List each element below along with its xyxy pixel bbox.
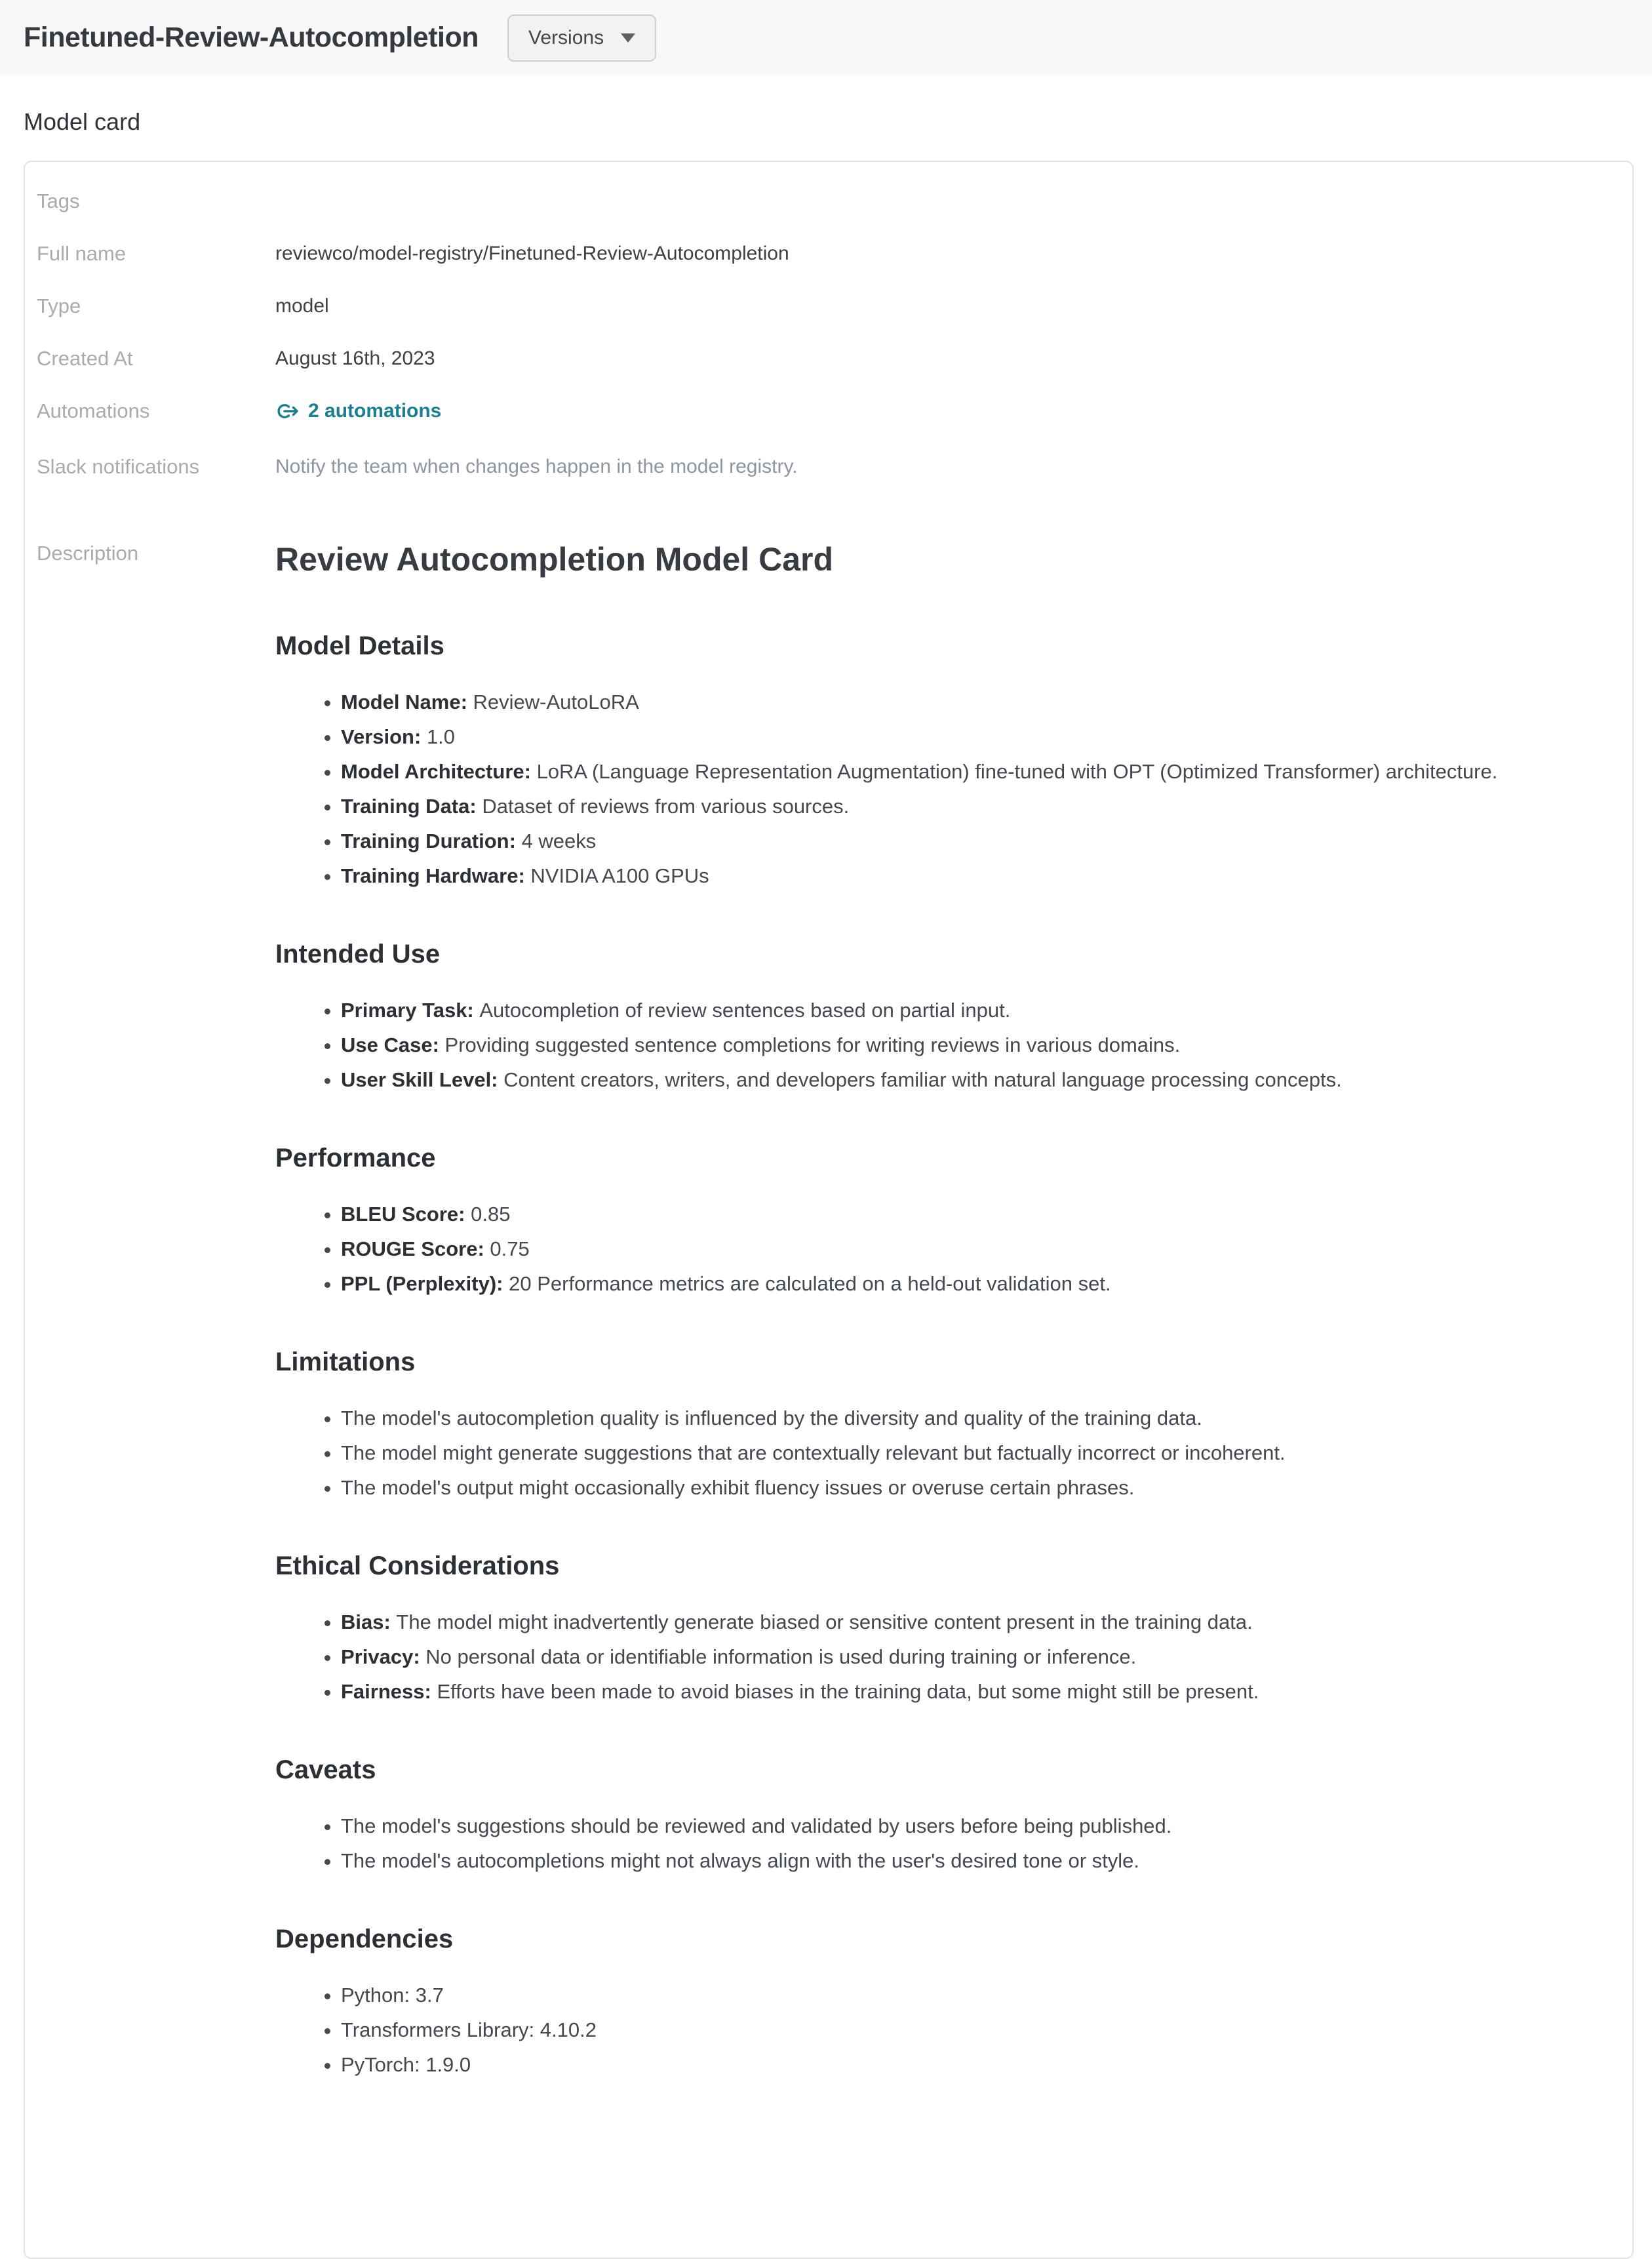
bullet-term: Version: <box>341 725 427 748</box>
automations-label: Automations <box>37 399 150 422</box>
bullet-item: • User Skill Level: Content creators, writers, and developers familiar with natural language processing concepts. <box>341 1069 1600 1090</box>
section-heading: Caveats <box>275 1755 376 1784</box>
bullet-term: Use Case: <box>341 1033 445 1056</box>
bullet-item: • Fairness: Efforts have been made to avoid biases in the training data, but some might still be present. <box>341 1681 1600 1702</box>
bullet-item: • Model Architecture: LoRA (Language Representation Augmentation) fine-tuned with OPT (Optimized Transformer) architecture. <box>341 761 1600 782</box>
bullet-item: • BLEU Score: 0.85 <box>341 1203 1600 1225</box>
type-value: model <box>275 295 329 317</box>
page-title: Finetuned-Review-Autocompletion <box>24 22 479 53</box>
bullet-term: PPL (Perplexity): <box>341 1272 509 1295</box>
created-at-value: August 16th, 2023 <box>275 348 435 369</box>
automation-arrow-icon <box>275 402 299 420</box>
bullet-list <box>275 1984 1600 2075</box>
bullet-item: • Training Data: Dataset of reviews from various sources. <box>341 795 1600 817</box>
bullet-term: Primary Task: <box>341 999 480 1022</box>
bullet-term: Training Data: <box>341 795 482 818</box>
bullet-term: Model Architecture: <box>341 760 537 783</box>
field-row-automations <box>37 385 1617 441</box>
bullet-item: • Privacy: No personal data or identifiable information is used during training or inference. <box>341 1646 1600 1668</box>
full-name-value: reviewco/model-registry/Finetuned-Review-Autocompletion <box>275 243 789 264</box>
bullet-term: Training Duration: <box>341 830 522 852</box>
bullet-item: • Use Case: Providing suggested sentence completions for writing reviews in various domains. <box>341 1034 1600 1056</box>
bullet-item: • Transformers Library: 4.10.2 <box>341 2019 1600 2041</box>
slack-notifications-label: Slack notifications <box>37 455 200 478</box>
field-row-created-at <box>37 332 1617 385</box>
section-heading: Intended Use <box>275 940 441 969</box>
bullet-list <box>275 1611 1600 1702</box>
bullet-item: • Model Name: Review-AutoLoRA <box>341 691 1600 713</box>
full-name-label: Full name <box>37 242 127 265</box>
field-row-tags <box>37 175 1617 228</box>
bullet-list <box>275 1815 1600 1871</box>
bullet-item: • ROUGE Score: 0.75 <box>341 1238 1600 1260</box>
bullet-item: • Version: 1.0 <box>341 726 1600 748</box>
bullet-term: Training Hardware: <box>341 864 531 887</box>
field-row-full-name <box>37 228 1617 280</box>
top-header-bar <box>0 0 1652 75</box>
model-card-section-label: Model card <box>24 108 141 135</box>
markdown-body <box>275 540 1600 2089</box>
main-content <box>0 108 1652 2259</box>
bullet-item: • Training Duration: 4 weeks <box>341 830 1600 852</box>
field-row-description <box>37 527 1617 2102</box>
bullet-item: • The model's autocompletion quality is influenced by the diversity and quality of the training data. <box>341 1407 1600 1429</box>
bullet-term: Bias: <box>341 1610 397 1633</box>
section-heading: Performance <box>275 1144 436 1172</box>
chevron-down-icon <box>621 33 635 43</box>
bullet-item: • PPL (Perplexity): 20 Performance metrics are calculated on a held-out validation set. <box>341 1273 1600 1294</box>
bullet-item: • The model's suggestions should be reviewed and validated by users before being published. <box>341 1815 1600 1837</box>
bullet-term: ROUGE Score: <box>341 1237 490 1260</box>
bullet-item: • The model might generate suggestions that are contextually relevant but factually incorrect or incoherent. <box>341 1442 1600 1464</box>
bullet-item: • Python: 3.7 <box>341 1984 1600 2006</box>
automations-link[interactable] <box>275 398 441 424</box>
field-row-slack-notifications <box>37 441 1617 493</box>
versions-button-label: Versions <box>528 26 604 49</box>
bullet-item: • Training Hardware: NVIDIA A100 GPUs <box>341 865 1600 887</box>
bullet-item: • PyTorch: 1.9.0 <box>341 2054 1600 2075</box>
bullet-list <box>275 1407 1600 1498</box>
bullet-item: • The model's output might occasionally exhibit fluency issues or overuse certain phrases. <box>341 1477 1600 1498</box>
bullet-list <box>275 1203 1600 1294</box>
section-heading: Dependencies <box>275 1925 454 1953</box>
tags-label: Tags <box>37 190 80 212</box>
description-label: Description <box>37 542 139 565</box>
type-label: Type <box>37 294 81 317</box>
model-card-panel <box>24 161 1634 2259</box>
versions-button[interactable] <box>507 14 656 62</box>
bullet-list <box>275 691 1600 887</box>
bullet-item: • Primary Task: Autocompletion of review sentences based on partial input. <box>341 999 1600 1021</box>
bullet-term: BLEU Score: <box>341 1203 471 1226</box>
created-at-label: Created At <box>37 347 133 370</box>
bullet-item: • The model's autocompletions might not always align with the user's desired tone or style. <box>341 1850 1600 1871</box>
section-heading: Model Details <box>275 631 444 660</box>
section-heading: Limitations <box>275 1348 416 1376</box>
bullet-term: User Skill Level: <box>341 1068 504 1091</box>
bullet-item: • Bias: The model might inadvertently generate biased or sensitive content present in the training data. <box>341 1611 1600 1633</box>
bullet-term: Model Name: <box>341 690 473 713</box>
description-title: Review Autocompletion Model Card <box>275 541 834 578</box>
bullet-term: Fairness: <box>341 1680 437 1703</box>
slack-notifications-value: Notify the team when changes happen in the model registry. <box>275 456 798 477</box>
field-row-type <box>37 280 1617 332</box>
bullet-list <box>275 999 1600 1090</box>
section-heading: Ethical Considerations <box>275 1551 560 1580</box>
bullet-term: Privacy: <box>341 1645 426 1668</box>
automations-link-label: 2 automations <box>308 400 442 422</box>
